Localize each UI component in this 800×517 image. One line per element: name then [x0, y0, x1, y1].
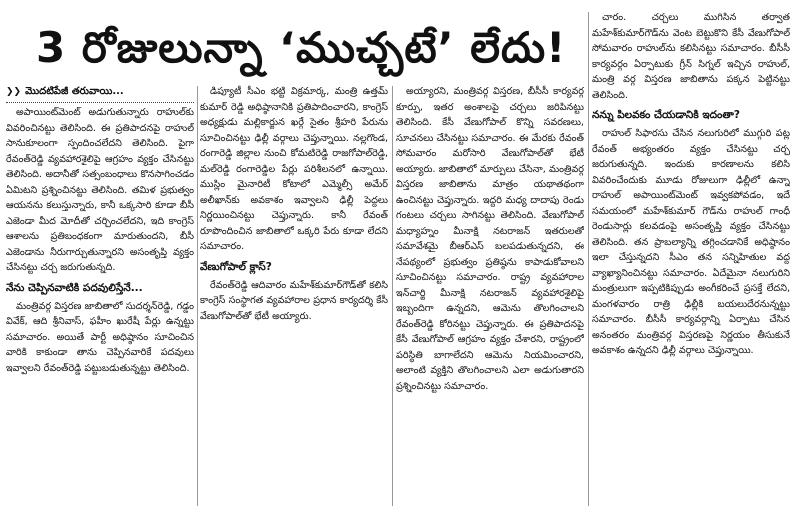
subheading: వేణుగోపాల్ క్లాస్? [200, 260, 272, 273]
article-paragraph: చారం. చర్చలు ముగిసిన తర్వాత మహేశ్‌కుమార్‌గౌడ్‌ను వెంట బెట్టుకొని కేసీ వేణుగోపాల్ సోమవారం రాహుల్‌ను కలిసినట్టు సమాచారం. బీసీసీ కార్యవర్గం ఏర్పాటుకు గ్రీన్ సిగ్నల్ ఇచ్చిన రాహుల్, మంత్రి వర్గ విస్తరణ జాబితాను పక్కన పెట్టినట్టు తెలిసింది. [592, 12, 790, 101]
article-paragraph: రేవంత్‌రెడ్డి ఆదివారం మహేశ్‌కుమార్‌గౌడ్‌తో కలిసి కాంగ్రెస్ సంస్థాగత వ్యవహారాల ప్రధాన కార్యదర్శి కేసీ వేణుగోపాల్‌తో భేటీ అయ్యారు. [200, 279, 388, 322]
article-paragraph: అపాయింట్‌మెంట్ అడుగుతున్నారు రాహుల్‌కు వివరించినట్టు తెలిసింది. ఈ ప్రతిపాదనపై రాహుల్ సానుకూలంగా స్పందించలేదని తెలిసింది. పైగా రేవంత్‌రెడ్డి వ్యవహారశైలిపై ఆగ్రహం వ్యక్తం చేసినట్టు తెలిసింది. అదానీతో సత్సంబంధాలు కొనసాగించడం ఏమిటని ప్రశ్నించినట్టు తెలిసింది. తమిళ ప్రభుత్వం ఆయనను కలుస్తున్నారు, కానీ ఒక్కసారి కూడా బీసీ ఎజెండా మీద మోదీతో చర్చించలేదని, ఇది కాంగ్రెస్ ఆశాలను ప్రతిబంధకంగా మారుతుందని, బీసీ ఎజెండాను నీరుగార్చుతున్నారని అసంతృప్తి వ్యక్తం చేసినట్టు చర్చ జరుగుతున్నది. [6, 107, 194, 273]
article-paragraph: అయ్యారని, మంత్రివర్గ విస్తరణ, బీసీసీ కార్యవర్గ కూర్పు, ఇతర అంశాలపై చర్చలు జరిపినట్టు తెలిసింది. కేసీ వేణుగోపాల్ కొన్ని సవరణలు, సూచనలు చేసినట్టు సమాచారం. ఈ మేరకు రేవంత్ సోమవారం మరోసారి వేణుగోపాల్‌తో భేటీ అయ్యారు. జాబితాలో మార్పులు చేసినా, మంత్రివర్గ విస్తరణ జాబితాను మాత్రం యథాతథంగా ఉంచినట్టు చెప్తున్నారు. ఇద్దరి మధ్య దాదాపు రెండు గంటలు చర్చలు సాగినట్టు తెలిసింది. వేణుగోపాల్ మధ్యాహ్నం మీనాక్షి నటరాజన్ ఇతరులతో సమావేశమై బీఆర్ఎస్ బలపడుతున్నదని, ఈ నేపథ్యంలో ప్రభుత్వం ప్రతిష్ఠను కాపాడుకోవాలని సూచించినట్టు సమాచారం. రాష్ట్ర వ్యవహారాల ఇన్‌చార్జి మీనాక్షి నటరాజన్ వ్యవహారశైలిపై ఇబ్బందిగా ఉన్నదని, ఆమెను తొలగించాలని రేవంత్‌రెడ్డి కోరినట్టు చెప్తున్నారు. ఈ ప్రతిపాదనపై కేసీ వేణుగోపాల్ ఆగ్రహం వ్యక్తం చేశారని, రాష్ట్రంలో పరిస్థితి బాగాలేదని ఆమెను నియమించారని, అలాంటి వ్యక్తిని తొలగించాలని ఎలా అడుగుతారని ప్రశ్నించినట్టు సమాచారం. [396, 86, 584, 392]
subheading: నన్ను పిలవకం చేయడానికి ఇదంతా? [592, 109, 740, 121]
kicker-rule [6, 102, 194, 103]
continuation-kicker [6, 84, 194, 100]
article-paragraph: డిప్యూటీ సీఎం భట్టి విక్రమార్క, మంత్రి ఉత్తమ్ కుమార్ రెడ్డి అధిష్ఠానానికి ప్రతిపాదించారని, కాంగ్రెస్ అధ్యక్షుడు మల్లికార్జున ఖర్గే సైతం శ్రీహరి పేరును సూచించినట్టు ఢిల్లీ వర్గాలు చెప్తున్నాయి. నల్లగొండ, రంగారెడ్డి జిల్లాల నుంచి కోమటిరెడ్డి రాజగోపాల్‌రెడ్డి, మల్‌రెడ్డి రంగారెడ్డిల పేర్లు పరిశీలనలో ఉన్నాయి. ముస్లిం మైనారిటీ కోటాలో ఎమ్మెల్సీ అమేర్ అలీఖాన్‌కు అవకాశం ఇవ్వాలని ఢిల్లీ పెద్దలు నిర్ణయించినట్టు చెప్తున్నారు. కానీ రేవంత్ రూపొందించిన జాబితాలో ఒక్కరి పేరు కూడా లేదని సమాచారం. [200, 86, 388, 252]
column-4 [592, 10, 790, 510]
article-paragraph: రాహుల్ సిఫారసు చేసిన నలుగురిలో ముగ్గురి పట్ల రేవంత్ అభ్యంతరం వ్యక్తం చేసినట్టు చర్చ జరుగుతున్నది. ఇందుకు కారణాలను కలిసి వివరించేందుకు మూడు రోజులుగా ఢిల్లీలో ఉన్నా రాహుల్ అపాయింట్‌మెంట్ ఇవ్వకపోవడం, ఇదే సమయంలో మహేశ్‌కుమార్ గౌడ్‌ను రాహుల్ గాంధీ రెండుసార్లు కలవడంపై అసంతృప్తి వ్యక్తం చేసినట్టు తెలిసింది. తన ప్రాబల్యాన్ని తగ్గించడానికే అధిష్ఠానం ఇలా చేస్తున్నదని సీఎం తన సన్నిహితుల వద్ద వ్యాఖ్యానించినట్టు సమాచారం. ఏదేమైనా నలుగురిని మంత్రులుగా ఇప్పటికిప్పుడు అంగీకరించే ప్రసక్తే లేదని, మంగళవారం రాత్రి ఢిల్లీకి బయలుదేరనున్నట్టు సమాచారం. బీసీసీ కార్యవర్గాన్ని ఏర్పాటు చేసిన అనంతరం మంత్రివర్గ విస్తరణపై నిర్ణయం తీసుకునే అవకాశం ఉన్నదని ఢిల్లీ వర్గాలు చెప్తున్నాయి. [592, 128, 790, 356]
article-paragraph: మంత్రివర్గ విస్తరణ జాబితాలో సుదర్శన్‌రెడ్డి, గడ్డం వివేక్, ఆది శ్రీనివాస్, ఫహీం ఖురేషీ పేర్లు ఉన్నట్టు సమాచారం. అయితే పార్టీ అధిష్ఠానం సూచించిన వారికి కాకుండా తాను చెప్పినవారికే పదవులు ఇవ్వాలని రేవంత్‌రెడ్డి పట్టుబడుతున్నట్టు తెలిసింది. [6, 300, 194, 374]
column-2 [200, 84, 388, 514]
subheading: నేను చెప్పినవాటికి పదవులిస్తేనే... [6, 281, 143, 294]
column-3 [396, 84, 584, 514]
column-divider [392, 86, 393, 506]
kicker-text: మొదటిపేజీ తరువాయి... [25, 86, 124, 97]
column-1 [6, 84, 194, 514]
column-divider [588, 12, 589, 506]
double-arrow-icon: ❯❯ [6, 87, 22, 97]
column-divider [197, 86, 198, 506]
headline: 3 రోజులున్నా ‘ముచ్చటే’ లేదు! [36, 23, 567, 72]
